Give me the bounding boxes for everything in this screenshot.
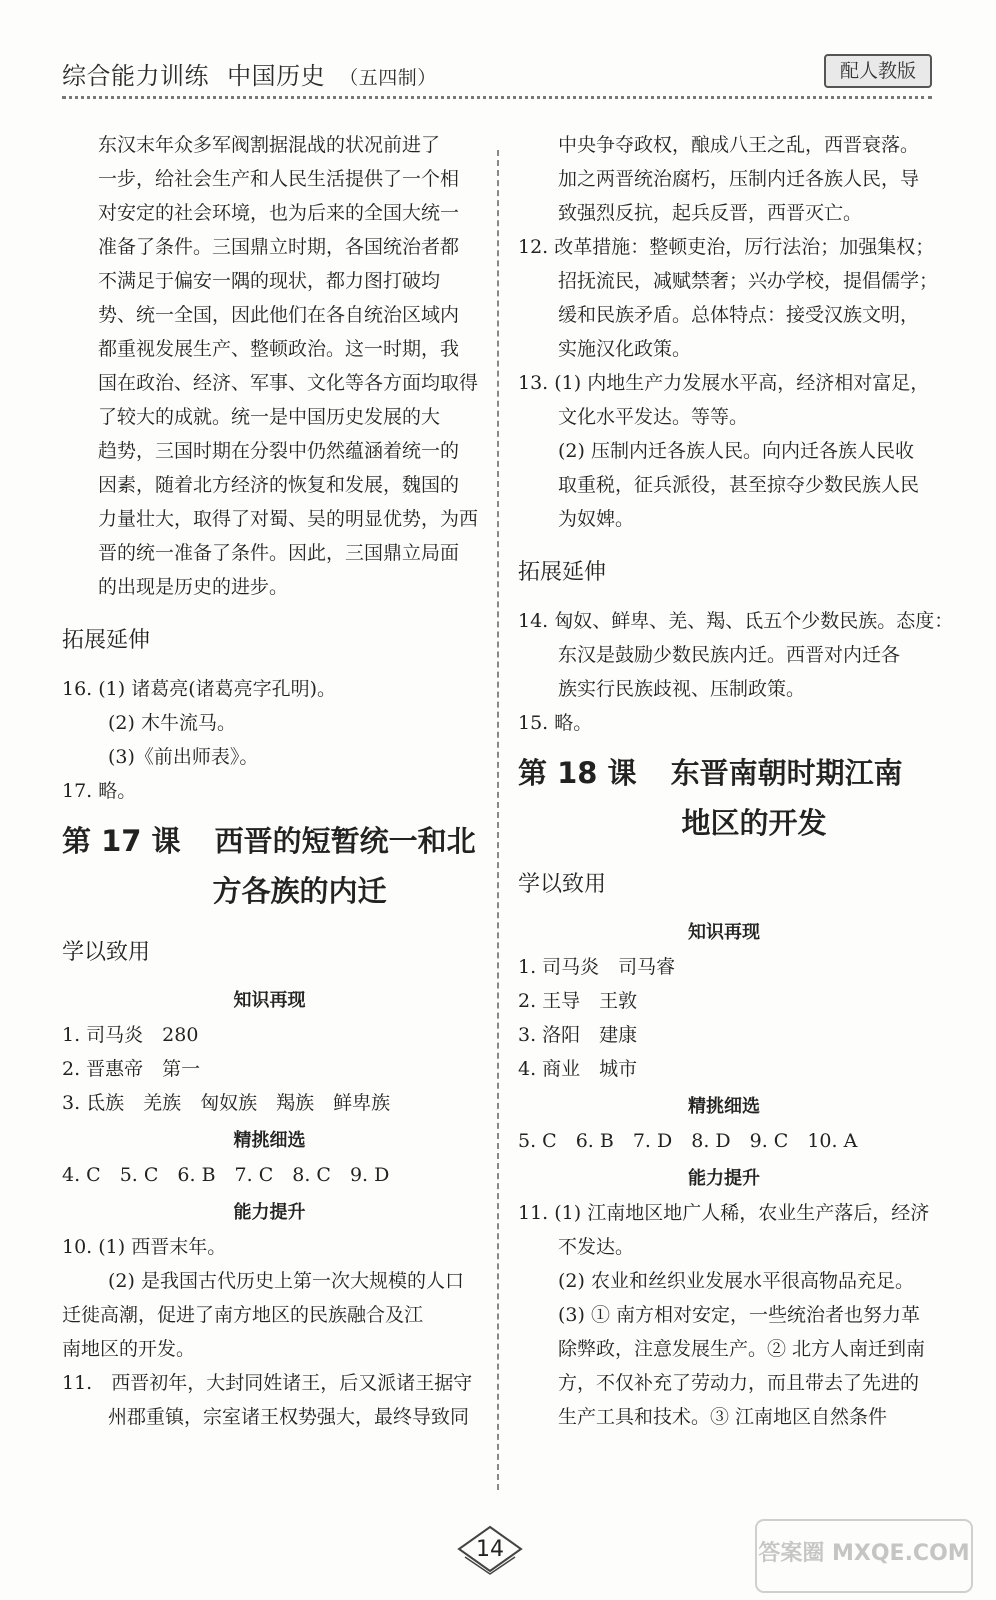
answer-13: 13. (1) 内地生产力发展水平高，经济相对富足， 文化水平发达。等等。 (2) 压制内迁各族人民。向内迁各族人民收 取重税，征兵派役，甚至掠夺少数民族人民 为奴婢。 — [518, 372, 930, 530]
edition-badge: 配人教版 — [824, 54, 932, 88]
lesson-17-title: 第 17 课 西晋的短暂统一和北 方各族的内迁 — [62, 824, 476, 908]
page-number: 14 — [455, 1525, 525, 1575]
subhead-ability: 能力提升 — [233, 1202, 306, 1223]
choice-answers: 5. C 6. B 7. D 8. D 9. C 10. A — [518, 1130, 858, 1152]
subhead-choice: 精挑细选 — [233, 1130, 306, 1151]
section-heading-apply: 学以致用 — [62, 940, 151, 965]
answer-16-1: 16. (1) 诸葛亮(诸葛亮字孔明)。 — [62, 678, 337, 700]
answer-11-cont: 州郡重镇，宗室诸王权势强大，最终导致同 — [108, 1406, 470, 1428]
watermark-logo: 答案圈 MXQE.COM — [754, 1518, 974, 1594]
section-heading-extension: 拓展延伸 — [62, 628, 151, 653]
left-column — [62, 128, 477, 1434]
column-divider — [497, 150, 499, 1490]
answer-10-2-cont2: 南地区的开发。 — [62, 1338, 196, 1360]
subhead-knowledge: 知识再现 — [688, 922, 760, 943]
answer-10-2: (2) 是我国古代历史上第一次大规模的人口 — [108, 1270, 464, 1292]
knowledge-2: 2. 晋惠帝 第一 — [62, 1058, 201, 1080]
book-title: 综合能力训练 中国历史 （五四制） — [62, 62, 437, 90]
knowledge-2: 2. 王导 王敦 — [518, 990, 638, 1012]
knowledge-1: 1. 司马炎 280 — [62, 1024, 199, 1046]
answer-paragraph: 东汉末年众多军阀割据混战的状况前进了 一步，给社会生产和人民生活提供了一个相 对安定的社会环境，也为后来的全国大统一 准备了条件。三国鼎立时期，各国统治者都 不满足于偏安一隅的现状，都力图打破均 势、统一全国，因此他们在各自统治区域内 都重视发展生产、整顿政治。这一时期，我 国在政治、经济、军事、文化等各方面均取得 了较大的成就。统一是中国历史发展的大 趋势，三国时期在分裂中仍然蕴涵着统一的 因素，随着北方经济的恢复和发展，魏国的 力量壮大，取得了对蜀、吴的明显优势，为西 晋的统一准备了条件。因此，三国鼎立局面 的出现是历史的进步。 — [98, 134, 479, 598]
right-column — [518, 128, 954, 1434]
choice-answers: 4. C 5. C 6. B 7. C 8. C 9. D — [62, 1164, 390, 1186]
answer-16-3: (3)《前出师表》。 — [108, 746, 259, 768]
answer-14: 14. 匈奴、鲜卑、羌、羯、氐五个少数民族。态度： 东汉是鼓励少数民族内迁。西晋对内迁各 族实行民族歧视、压制政策。 — [518, 610, 954, 700]
answer-10-2-cont: 迁徙高潮，促进了南方地区的民族融合及江 — [62, 1304, 424, 1326]
subhead-knowledge: 知识再现 — [233, 990, 306, 1011]
answer-11-continued: 中央争夺政权，酿成八王之乱，西晋衰落。 加之两晋统治腐朽，压制内迁各族人民，导 致强烈反抗，起兵反晋，西晋灭亡。 — [558, 134, 920, 224]
answer-17: 17. 略。 — [62, 780, 137, 802]
knowledge-3: 3. 洛阳 建康 — [518, 1024, 638, 1046]
header-divider — [62, 96, 932, 99]
section-heading-apply: 学以致用 — [518, 872, 607, 897]
answer-12: 12. 改革措施：整顿吏治，厉行法治；加强集权； 招抚流民，减赋禁奢；兴办学校，提倡儒学； 缓和民族矛盾。总体特点：接受汉族文明， 实施汉化政策。 — [518, 236, 939, 360]
lesson-18-title: 第 18 课 东晋南朝时期江南 地区的开发 — [518, 756, 903, 840]
subhead-choice: 精挑细选 — [688, 1096, 760, 1117]
answer-10-1: 10. (1) 西晋末年。 — [62, 1236, 227, 1258]
answer-11-right: 11. (1) 江南地区地广人稀，农业生产落后，经济 不发达。 (2) 农业和丝织业发展水平很高物品充足。 (3) ① 南方相对安定，一些统治者也努力革 除弊政，注意发展生产。② 北方人南迁到南 方，不仅补充了劳动力，而且带去了先进的 生产工具和技术。③ 江南地区自然条件 — [518, 1202, 930, 1428]
knowledge-4: 4. 商业 城市 — [518, 1058, 638, 1080]
section-heading-extension: 拓展延伸 — [518, 560, 607, 585]
answer-15: 15. 略。 — [518, 712, 593, 734]
page-header — [62, 56, 932, 92]
subhead-ability: 能力提升 — [688, 1168, 760, 1189]
answer-11: 11. 西晋初年，大封同姓诸王，后又派诸王据守 — [62, 1372, 473, 1394]
answer-16-2: (2) 木牛流马。 — [108, 712, 236, 734]
knowledge-3: 3. 氐族 羌族 匈奴族 羯族 鲜卑族 — [62, 1092, 391, 1114]
knowledge-1: 1. 司马炎 司马睿 — [518, 956, 676, 978]
